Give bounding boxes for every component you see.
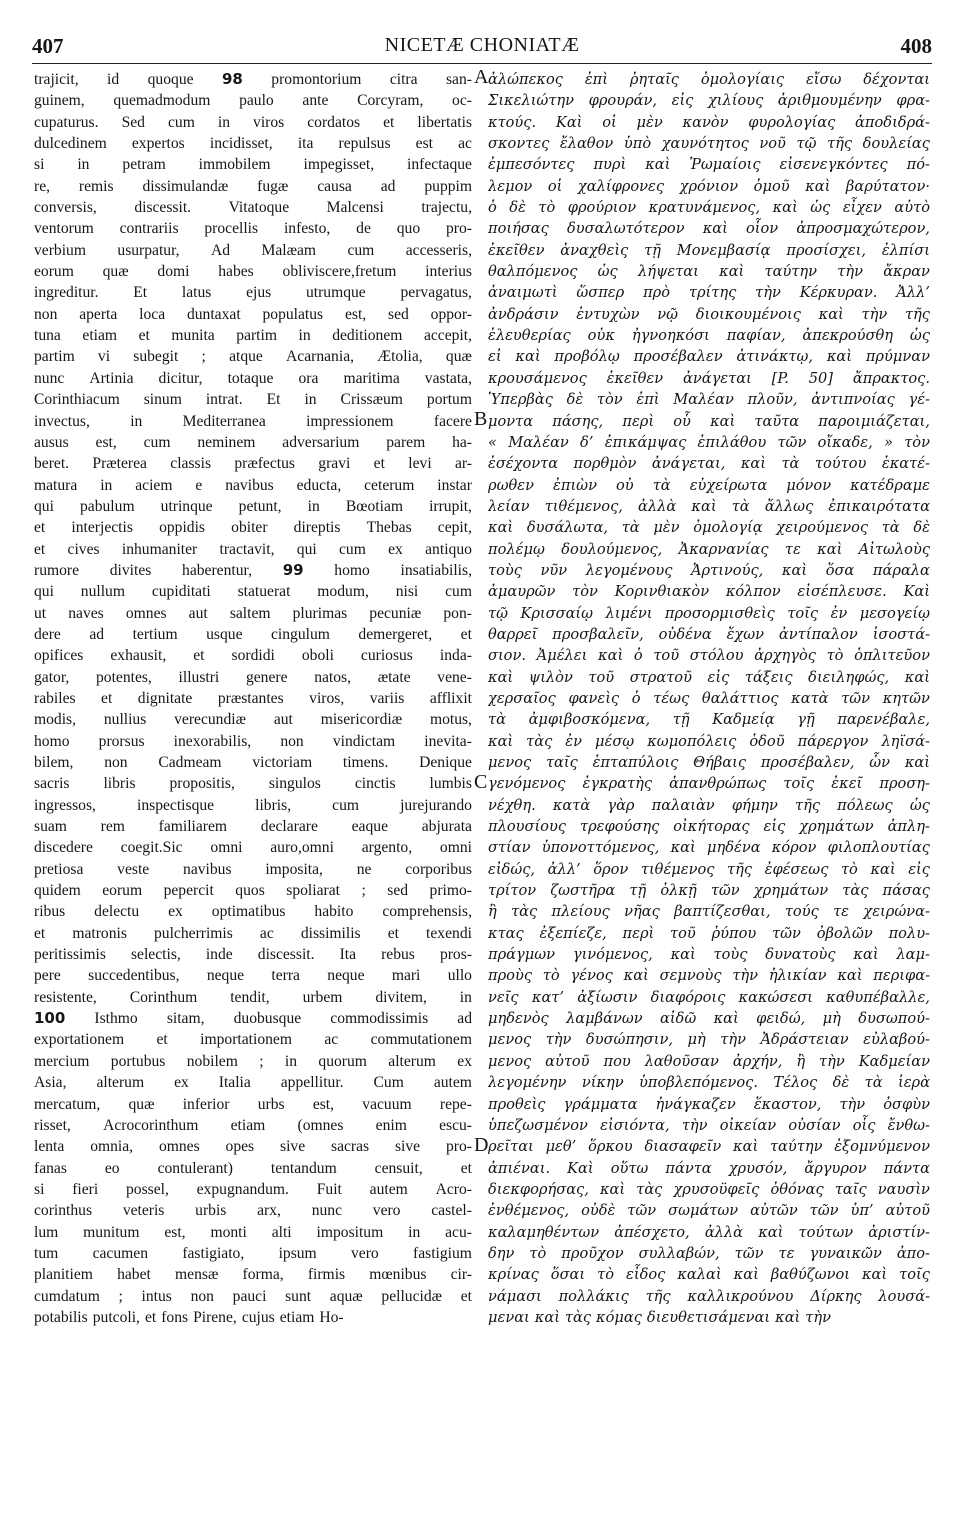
- latin-line: sacris libris propositis, singulos cinctis lumbis: [34, 775, 472, 793]
- greek-line: λείαν τιθέμενος, ἀλλὰ καὶ τὰ ἄλλως ἐπικαιρότατα: [488, 497, 930, 515]
- margin-marker-b: B: [474, 407, 488, 430]
- greek-line: μηδενὸς λαμβάνων αἰδῶ καὶ φειδώ, μὴ δυσωπού-: [488, 1010, 930, 1028]
- greek-line: ἀναιμωτὶ ὥσπερ πρὸ τρίτης τὴν Κέρκυραν. Ἀλλ’: [488, 284, 930, 302]
- greek-line: ἐλευθερίας οὐκ ἠγνοηκόσι παφίαν, ἀπεκρούσθη ὡς: [488, 327, 930, 345]
- page-header: [32, 30, 932, 64]
- greek-line: δην τὸ προῦχον συλλαβών, τῶν τε γυναικῶν ἀπο-: [488, 1244, 930, 1262]
- latin-line: matura in aciem e navibus educta, ceterum instar: [34, 476, 472, 494]
- latin-line: tum cacumen fastigiato, ipsum vero fastigium: [34, 1244, 472, 1262]
- latin-line: discedere coegit.Sic omni auro,omni argento, omni: [34, 839, 472, 857]
- latin-line: guinem, quemadmodum paulo ante Corcyram, oc-: [34, 92, 472, 110]
- greek-line: πολέμῳ δουλούμενος, Ἀκαρνανίας τε καὶ Αἰτωλοὺς: [488, 540, 930, 558]
- latin-line: planitiem habet mensæ forma, firmis mœnibus cir-: [34, 1266, 472, 1284]
- latin-line: peritissimis selectis, inde discessit. Ita rebus pros-: [34, 946, 472, 964]
- greek-line: ποιήσας δυσαλωτότερον καὶ οἷον ἀπροσμαχώτερον,: [488, 220, 930, 238]
- greek-line: νεῖς κατ’ ἀξίωσιν διαφόροις κακώσεσι καθυπέβαλλε,: [488, 988, 930, 1006]
- latin-column: [34, 69, 472, 1328]
- greek-line: χερσαῖος φανεὶς ὁ τέως θαλάττιος κατὰ τῶν κητῶν: [488, 689, 930, 707]
- greek-line: ἀμαυρῶν τὸν Κορινθιακὸν κόλπον εἰσέπλευσε. Καὶ: [488, 583, 930, 601]
- greek-line: γενόμενος ἐγκρατὴς ἀπανθρώπως τοῖς ἐκεῖ προση-: [488, 775, 930, 793]
- greek-line: Σικελιώτην φρουράν, εἰς χιλίους ἀριθμουμένην φρα-: [488, 92, 930, 110]
- greek-line: ἐσέχοντα πορθμὸν ἀνάγεται, καὶ τὰ τούτου ἑκατέ-: [488, 455, 930, 473]
- greek-line: πράγμων γινόμενος, καὶ τοὺς δυνατοὺς καὶ λαμ-: [488, 946, 930, 964]
- margin-marker-a: A: [474, 66, 489, 88]
- greek-line: προθεὶς γράμματα ἠνάγκαζεν ἕκαστον, τὴν ὀσφὺν: [488, 1095, 930, 1113]
- greek-line: ἐκεῖθεν ἀναχθεὶς τῇ Μονεμβασίᾳ προσίσχει, ἐλπίσι: [488, 241, 930, 259]
- greek-line: ὁ δὲ τὸ φρούριον κρατυνάμενος, καὶ ὡς εἶχεν αὐτὸ: [488, 199, 930, 217]
- greek-line: ἐμπεσόντες πυρὶ καὶ Ῥωμαίοις εἰσενεγκόντες πό-: [488, 156, 930, 174]
- greek-line: μεναι καὶ τὰς κόμας διευθετισάμεναι καὶ τὴν: [488, 1308, 831, 1326]
- latin-line: verbium usurpatur, Ad Malæam cum accesseris,: [34, 241, 472, 259]
- greek-line: κτούς. Καὶ οἱ μὲν κανὸν φυρολογίας ἀποδιδρά-: [488, 113, 930, 131]
- page-number-right: 408: [900, 34, 932, 58]
- greek-line: εἰδώς, ἀλλ’ ὅρον τιθέμενος τῆς ἐφέσεως τὸ καὶ εἰς: [488, 860, 930, 878]
- latin-line: ventorum contrariis procellis infesto, de quo pro-: [34, 220, 472, 238]
- latin-line: Asia, alterum ex Italia appellitur. Cum autem: [34, 1074, 472, 1092]
- latin-line: beret. Præterea classis præfectus gravi et levi ar-: [34, 455, 472, 473]
- greek-line: κτας ἐξεπίεζε, περὶ τοῦ ῥύπου τῶν ὀβολῶν πολυ-: [488, 924, 930, 942]
- greek-line: εἰ καὶ προβόλῳ προσέβαλεν ἀτινάκτῳ, καὶ πρύμναν: [488, 348, 930, 366]
- greek-line: τῷ Κρισσαίῳ λιμένι προσορμισθεὶς τοῖς ἐν μεσογείῳ: [488, 604, 930, 622]
- latin-line: qui pabulum utrinque petunt, in Bœotiam irrupit,: [34, 497, 472, 515]
- latin-line: opifices exhausit, et sordidi oboli curiosus inda-: [34, 647, 472, 665]
- latin-line: partim vi subegit ; atque Acarnania, Ætolia, quæ: [34, 348, 472, 366]
- greek-line: καὶ ψιλὸν τοῦ στρατοῦ εἰς τάξεις διειληφώς, καὶ: [488, 668, 930, 686]
- latin-line: invectus, in Mediterranea impressionem facere: [34, 412, 472, 430]
- greek-line: διεκφορήσας, καὶ τὰς χρυσοϋφεῖς ὀθόνας ταῖς ναυσὶν: [488, 1180, 930, 1198]
- greek-line: τοὺς νῦν λεγομένους Ἀρτινούς, καὶ ὅσα πάραλα: [488, 561, 930, 579]
- latin-line: suam rem familiarem declarare eaque abjurata: [34, 818, 472, 836]
- latin-line: non aperta loca duntaxat populatus est, sed oppor-: [34, 305, 472, 323]
- latin-line: 100 Isthmo sitam, duobusque commodissimis ad: [34, 1008, 472, 1029]
- greek-line: καὶ τὰς ἐν μέσῳ κωμοπόλεις ὁδοῦ πάρεργον ληϊσά-: [488, 732, 930, 750]
- section-number: 100: [34, 1009, 66, 1028]
- greek-line: ἀπιέναι. Καὶ οὕτω πάντα χρυσόν, ἄργυρον πάντα: [488, 1159, 930, 1177]
- latin-line: lum munitum est, monti alti impositum in acu-: [34, 1223, 472, 1241]
- latin-line: mercium portubus nobilem ; in quorum alterum ex: [34, 1052, 472, 1070]
- latin-line: modis, nullius verecundiæ aut misericordiæ motus,: [34, 711, 472, 729]
- running-title: NICETÆ CHONIATÆ: [384, 34, 580, 56]
- latin-line: conversis, discessit. Vitatoque Malcensi trajectu,: [34, 199, 472, 217]
- greek-line: ἀνδράσιν ἐντυχὼν νῷ διοικουμένοις καὶ τὴν τῆς: [488, 305, 930, 323]
- section-number: 98: [221, 70, 243, 88]
- latin-line: resistente, Corinthum tendit, urbem divitem, in: [34, 988, 472, 1006]
- greek-line: Ὑπερβὰς δὲ τὸν ἐπὶ Μαλέαν πλοῦν, ἀντιπνοίας γέ-: [488, 391, 930, 409]
- latin-line: corinthus veteris urbis arx, nunc vero castel-: [34, 1202, 472, 1220]
- greek-line: μενος τὴν δυσώπησιν, μὴ τὴν Ἀδράστειαν εὐλαβού-: [488, 1031, 930, 1049]
- greek-line: τρίτον ζωστῆρα τῇ ὁλκῇ τῶν χρημάτων τὰς πάσας: [488, 882, 930, 900]
- latin-line: et cives inhumaniter tractavit, qui cum ex antiquo: [34, 540, 472, 558]
- greek-line: θαρρεῖ προσβαλεῖν, οὐδένα ἔχων ἀντίπαλον ἰσοστά-: [488, 625, 930, 643]
- greek-line: μοντα πάσης, περὶ οὗ καὶ ταῦτα παροιμιάζεται,: [488, 412, 930, 430]
- greek-line: ὑπεζωσμένον εἰσιόντα, τὴν οἰκείαν οὐσίαν οἷς ἔνθω-: [488, 1116, 930, 1134]
- greek-line: νέχθη. κατὰ γὰρ παλαιὰν φήμην τῆς πόλεως ὡς: [488, 796, 930, 814]
- greek-line: νάμασι πολλάκις τῆς καλλικρούνου Δίρκης λουσά-: [488, 1287, 930, 1305]
- latin-line: rabiles et dignitate præstantes viros, variis afflixit: [34, 689, 472, 707]
- latin-line: bilem, non Cadmeam victoriam timens. Denique: [34, 754, 472, 771]
- latin-line: ausus est, cum neminem adversarium parem ha-: [34, 433, 472, 451]
- greek-line: μενος ταῖς ἑπταπύλοις Θήβαις προσέβαλεν, ὧν καὶ: [488, 754, 930, 771]
- greek-line: σιον. Ἀμέλει καὶ ὁ τοῦ στόλου ἀρχηγὸς τὸ ὁπλιτεῦον: [488, 647, 930, 665]
- latin-line: homo prorsus inexorabilis, non vindictam inevita-: [34, 732, 472, 750]
- header-rule: [32, 63, 932, 64]
- greek-line: κρουσάμενος ἐκεῖθεν ἀνάγεται [P. 50] ἄπρακτος.: [488, 369, 930, 387]
- latin-line: lenta omnia, omnes opes sive sacras sive pro-: [34, 1138, 472, 1156]
- latin-line: rumore divites haberentur, 99 homo insatiabilis,: [34, 560, 472, 581]
- page-number-left: 407: [32, 34, 64, 58]
- latin-line: cupaturus. Sed cum in viros cordatos et libertatis: [34, 113, 472, 131]
- greek-line: ρεῖται μεθ’ ὅρκου διασαφεῖν καὶ ταύτην ἐξομνύμενον: [488, 1138, 930, 1156]
- greek-line: λεγομένην νίκην ὑποβλεπόμενος. Τέλος δὲ τὰ ἱερὰ: [488, 1074, 930, 1092]
- latin-line: ribus delectu ex optimatibus habito comprehensis,: [34, 903, 472, 921]
- greek-line: προὺς τὸ γένος καὶ σεμνοὺς τὴν ἡλικίαν καὶ περιφα-: [488, 967, 930, 985]
- latin-line: et interjectis oppidis obiter direptis Thebas cepit,: [34, 519, 472, 537]
- latin-line: cumdatum ; intus non pauci sunt aquæ pellucidæ et: [34, 1287, 472, 1305]
- latin-line: nunc Artinia dicitur, totaque ora maritima vastata,: [34, 369, 472, 387]
- greek-line: κρίνας ὅσαι τὸ εἶδος καλαὶ καὶ βαθύζωνοι καὶ τοῖς: [488, 1266, 930, 1284]
- latin-line: ut naves omnes aut saltem plurimas pecuniæ pon-: [34, 604, 472, 622]
- section-number: 99: [282, 560, 304, 579]
- latin-line: et matronis pulcherrimis ac dissimilis et texendi: [34, 924, 472, 942]
- greek-line: καλαμηθέντων ἀπέσχετο, ἀλλὰ καὶ τούτων ἀριστίν-: [488, 1223, 930, 1241]
- latin-line: ingressos, inspectisque libris, cum jurejurando: [34, 796, 472, 814]
- latin-line: trajicit, id quoque 98 promontorium citra san-: [34, 69, 472, 90]
- greek-line: τὰ ἀμφιβοσκόμενα, τῇ Καδμείᾳ γῇ παρενέβαλε,: [488, 711, 930, 729]
- greek-line: ἀλώπεκος ἐπὶ ῥηταῖς ὁμολογίαις εἴσω δέχονται: [488, 71, 930, 88]
- latin-line: tuna etiam et munita partim in deditionem accepit,: [34, 327, 472, 345]
- greek-column: [488, 69, 930, 1328]
- latin-line: ingreditur. Et latus ejus utrumque pervagatus,: [34, 284, 472, 302]
- latin-line: pretiosa veste navibus imposita, ne corporibus: [34, 860, 472, 878]
- greek-line: « Μαλέαν δ’ ἐπικάμψας ἐπιλάθου τῶν οἴκαδε, » τὸν: [488, 433, 930, 451]
- latin-line: mercatum, quæ inferior urbs est, vacuum repe-: [34, 1095, 472, 1113]
- greek-line: στίαν ὑπονοττόμενος, καὶ μηδένα κόρον φιλοπλουτίας: [488, 839, 930, 857]
- latin-line: pere succedentibus, neque terra neque mari ullo: [34, 967, 472, 985]
- latin-line: exportationem et importationem ac commutationem: [34, 1031, 472, 1049]
- greek-line: σκοντες ἔλαθον ὑπὸ χαυνότητος νοῦ τῷ τῆς δουλείας: [488, 135, 930, 153]
- latin-line: dulcedinem expertos incidisset, ita repulsus est ac: [34, 135, 472, 153]
- latin-line: dere ad tertium usque cingulum demergeret, et: [34, 625, 472, 643]
- latin-line: gator, potentes, illustri genere natos, ætate vene-: [34, 668, 472, 686]
- margin-marker-c: C: [474, 770, 488, 793]
- latin-line: qui nullum cupiditati statuerat modum, nisi cum: [34, 583, 472, 601]
- latin-line: fanas eo contulerant) tentandum censuit, et: [34, 1159, 472, 1177]
- greek-line: καὶ δυσάλωτα, τὰ μὲν ὁμολογίᾳ χειρούμενος τὰ δὲ: [488, 519, 930, 537]
- latin-line: eorum quæ domi habes obliviscere,fretum interius: [34, 263, 472, 281]
- latin-line: si fieri possel, expugnandum. Fuit autem Acro-: [34, 1180, 472, 1198]
- greek-line: λεμον οἱ χαλίφρονες χρόνιον ὁμοῦ καὶ βαρύτατον·: [488, 177, 930, 195]
- latin-line: si in petram immobilem impegisset, infectaque: [34, 156, 472, 174]
- greek-line: θαλπόμενος ὡς λήψεται καὶ ταύτην τὴν ἄκραν: [488, 263, 930, 281]
- greek-line: πλουσίους τρεφούσης οἰκήτορας εἰς χρημάτων ἀπλη-: [488, 818, 930, 836]
- latin-line: re, remis dissimulandæ fugæ causa ad puppim: [34, 177, 472, 195]
- greek-line: μενος αὐτοῦ που λαθοῦσαν ἀρχήν, ἢ τὴν Καδμείαν: [488, 1052, 930, 1070]
- greek-line: ἢ τὰς πλείους νῆας βαπτίζεσθαι, τούς τε χειρώνα-: [488, 903, 930, 921]
- margin-marker-d: D: [474, 1133, 489, 1156]
- greek-line: ρωθεν ἐπιὼν οὐ τὰ εὐχείρωτα μόνον κατέδραμε: [488, 476, 930, 494]
- latin-line: quidem eorum pepercit quos spoliarat ; sed primo-: [34, 882, 472, 900]
- latin-line: Corinthiacum sinum intrat. Et in Crissæum portum: [34, 391, 472, 409]
- latin-line: potabilis putcoli, et fons Pirene, cujus etiam Ho-: [34, 1308, 344, 1326]
- latin-line: risset, Acrocorinthum etiam (omnes enim escu-: [34, 1116, 472, 1134]
- greek-line: ἐνθέμενος, οὐδὲ τῶν σωμάτων αὐτῶν τῶν ὑπ’ αὐτοῦ: [488, 1202, 930, 1220]
